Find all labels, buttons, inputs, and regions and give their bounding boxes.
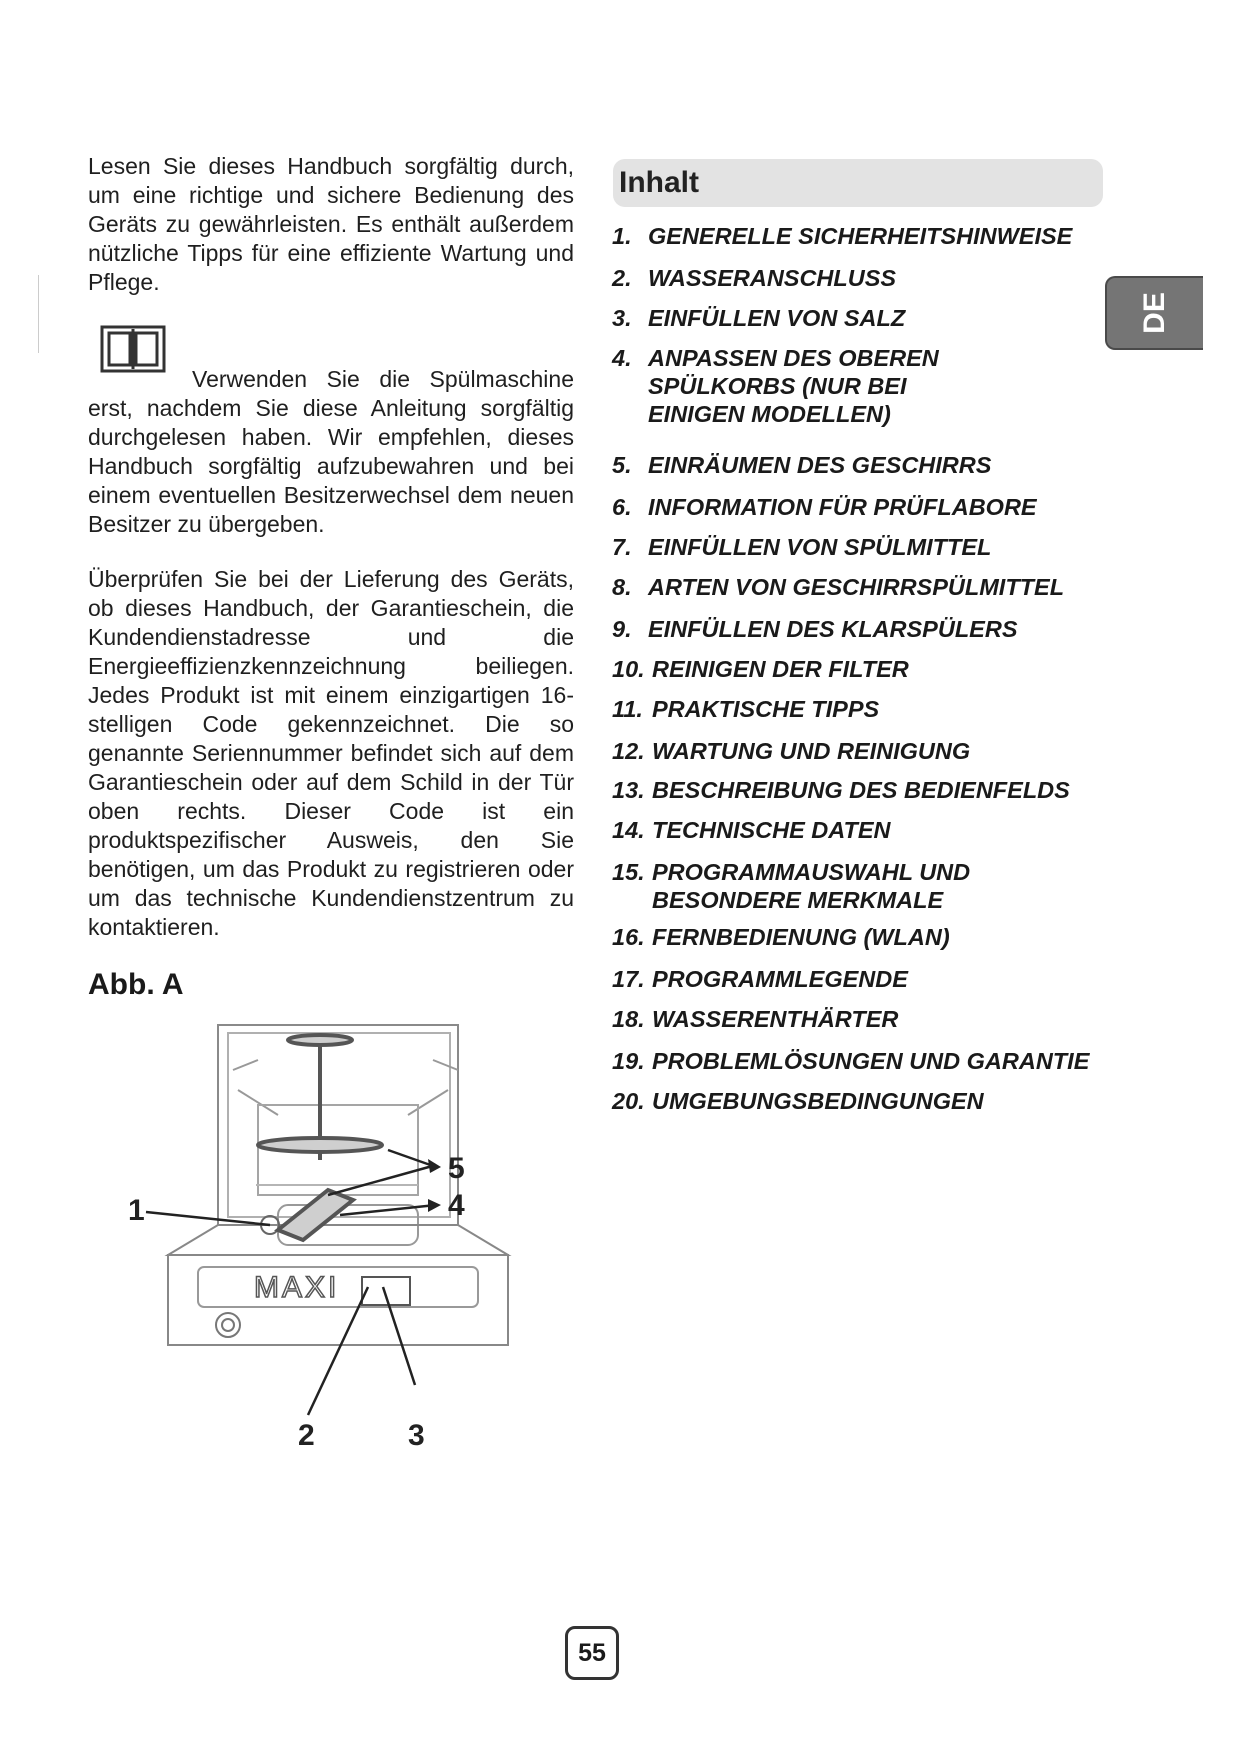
toc-item[interactable] [612, 264, 1112, 292]
toc-item-number: 8. [612, 574, 632, 600]
door-top [168, 1225, 508, 1255]
toc-item[interactable] [612, 737, 1112, 765]
toc-item[interactable] [612, 344, 1112, 428]
callout-line-4 [340, 1205, 436, 1215]
callout-2: 2 [298, 1419, 315, 1452]
toc-item-number: 16. [612, 924, 645, 950]
toc-item[interactable] [612, 533, 1112, 561]
toc-item[interactable] [612, 816, 1112, 844]
intro-paragraph-1: Lesen Sie dieses Handbuch sorgfältig durch, um eine richtige und sichere Bedienung des Geräts zu gewährleisten. Es enthält außerdem nützliche Tipps für eine effiziente Wartung und Pflege. [88, 153, 574, 295]
intro-paragraph-2: Verwenden Sie die Spülmaschine erst, nachdem Sie diese Anleitung sorgfältig durchgelesen haben. Wir empfehlen, dieses Handbuch sorgfältig aufzubewahren und bei einem eventuellen Besitzerwechsel dem neuen Besitzer zu übergeben. [88, 366, 574, 537]
toc-item-text: WASSERANSCHLUSS [648, 265, 897, 291]
toc-item-text: PROGRAMMAUSWAHL UND BESONDERE MERKMALE [652, 859, 971, 913]
callout-line-5a [328, 1165, 436, 1195]
toc-item-text: TECHNISCHE DATEN [652, 817, 891, 843]
upper-spray-arm [258, 1138, 382, 1152]
toc-item[interactable] [612, 695, 1112, 723]
toc-item-number: 9. [612, 616, 632, 642]
toc-item[interactable] [612, 923, 1112, 951]
toc-item-number: 4. [612, 345, 632, 371]
panel-label: MAXI [254, 1271, 340, 1304]
toc-item-number: 1. [612, 223, 632, 249]
toc-item[interactable] [612, 776, 1112, 804]
table-of-contents [612, 222, 1112, 1115]
toc-item[interactable] [612, 222, 1112, 250]
toc-item-text: PROGRAMMLEGENDE [652, 966, 908, 992]
toc-item[interactable] [612, 493, 1112, 521]
toc-item-text: BESCHREIBUNG DES BEDIENFELDS [652, 777, 1070, 803]
toc-item-number: 13. [612, 777, 645, 803]
callout-1: 1 [128, 1194, 145, 1227]
toc-item-number: 12. [612, 738, 645, 764]
callout-line-1 [146, 1212, 270, 1225]
language-tab[interactable] [1105, 276, 1203, 350]
language-tab-label: DE [1138, 292, 1171, 334]
toc-item-number: 18. [612, 1006, 645, 1032]
toc-item[interactable] [612, 965, 1112, 993]
toc-item-number: 2. [612, 265, 632, 291]
intro-column [88, 152, 574, 1002]
toc-item-number: 3. [612, 305, 632, 331]
toc-item-number: 7. [612, 534, 632, 560]
toc-item[interactable] [612, 573, 1112, 601]
toc-item-text: ARTEN VON GESCHIRRSPÜLMITTEL [648, 574, 1065, 600]
toc-item-text: ANPASSEN DES OBEREN SPÜLKORBS (NUR BEI EINIGEN MODELLEN) [648, 345, 939, 427]
toc-item-number: 20. [612, 1088, 645, 1114]
toc-item-number: 5. [612, 452, 632, 478]
intro-paragraph-3: Überprüfen Sie bei der Lieferung des Geräts, ob dieses Handbuch, der Garantieschein, die Kundendienstadresse und die Energieeffizienzkennzeichnung beiliegen. Jedes Produkt ist mit einem einzigartigen 16-stelligen Code gekennzeichnet. Die so genannte Seriennummer befindet sich auf dem Garantieschein oder auf dem Schild in der Tür oben rechts. Dieser Code ist ein produktspezifischer Ausweis, den Sie benötigen, um das Produkt zu registrieren oder um das technische Kundendienstzentrum zu kontaktieren. [88, 566, 574, 940]
toc-item-text: WARTUNG UND REINIGUNG [652, 738, 971, 764]
toc-item[interactable] [612, 1047, 1112, 1075]
toc-item-text: PRAKTISCHE TIPPS [652, 696, 880, 722]
callout-5: 5 [448, 1152, 465, 1185]
toc-item[interactable] [612, 304, 1112, 332]
toc-item-text: EINFÜLLEN VON SPÜLMITTEL [648, 534, 992, 560]
toc-title: Inhalt [613, 159, 1103, 207]
open-book-icon [100, 323, 166, 375]
toc-item-text: EINRÄUMEN DES GESCHIRRS [648, 452, 992, 478]
toc-item-text: REINIGEN DER FILTER [652, 656, 909, 682]
toc-item-number: 11. [612, 696, 643, 722]
toc-item-text: PROBLEMLÖSUNGEN UND GARANTIE [652, 1048, 1090, 1074]
toc-item-text: EINFÜLLEN VON SALZ [648, 305, 906, 331]
toc-item-number: 14. [612, 817, 645, 843]
callout-3: 3 [408, 1419, 425, 1452]
toc-item-number: 19. [612, 1048, 645, 1074]
dishwasher-figure [128, 1015, 538, 1485]
toc-item-text: WASSERENTHÄRTER [652, 1006, 899, 1032]
toc-item-text: GENERELLE SICHERHEITSHINWEISE [648, 223, 1073, 249]
toc-item-number: 15. [612, 859, 645, 885]
toc-item-number: 6. [612, 494, 632, 520]
margin-line [38, 275, 39, 353]
toc-item-text: INFORMATION FÜR PRÜFLABORE [648, 494, 1037, 520]
figure-title: Abb. A [88, 968, 184, 1001]
page-number: 55 [565, 1626, 619, 1680]
toc-item[interactable] [612, 655, 1112, 683]
toc-item[interactable] [612, 1005, 1112, 1033]
toc-item[interactable] [612, 858, 1112, 914]
intro-paragraph-2-block [88, 323, 574, 539]
toc-item-text: EINFÜLLEN DES KLARSPÜLERS [648, 616, 1018, 642]
toc-item[interactable] [612, 615, 1112, 643]
toc-item[interactable] [612, 451, 1112, 479]
toc-item[interactable] [612, 1087, 1112, 1115]
callout-4: 4 [448, 1189, 465, 1222]
top-spray-arm [288, 1035, 352, 1045]
toc-item-text: FERNBEDIENUNG (WLAN) [652, 924, 950, 950]
toc-item-text: UMGEBUNGSBEDINGUNGEN [652, 1088, 984, 1114]
toc-item-number: 10. [612, 656, 645, 682]
toc-item-number: 17. [612, 966, 645, 992]
